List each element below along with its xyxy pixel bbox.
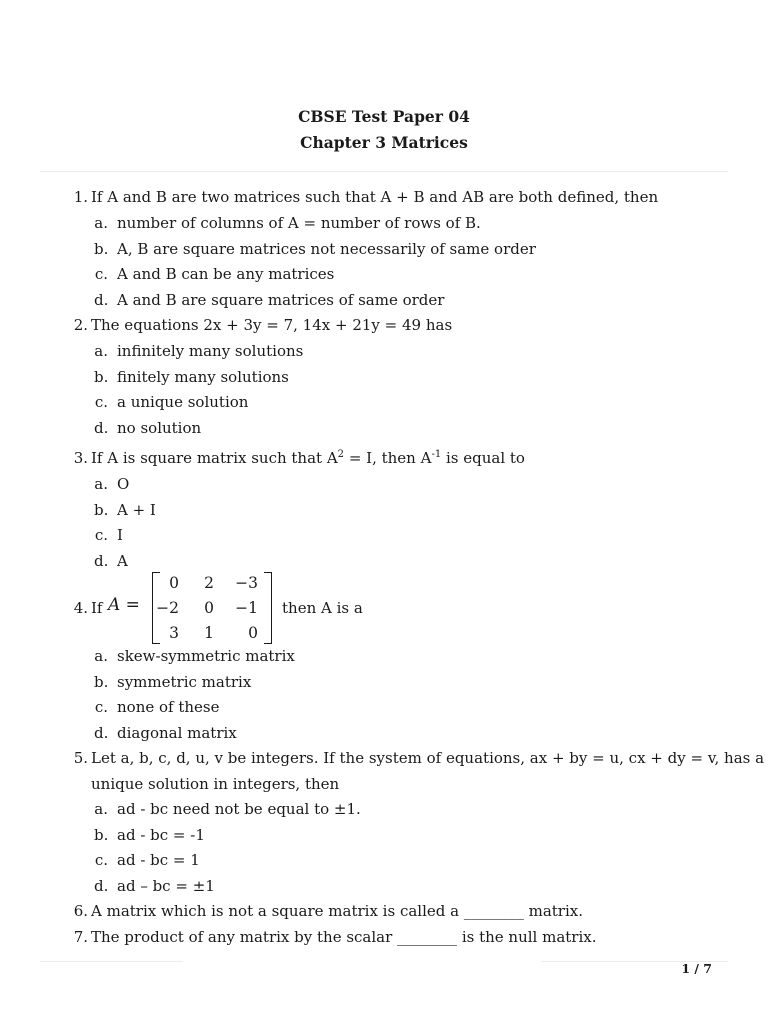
matrix-cell: 0 <box>169 574 179 592</box>
paper-title: CBSE Test Paper 04 <box>298 107 470 126</box>
question-number: 1. <box>73 188 88 206</box>
option-c: c. a unique solution <box>94 393 249 411</box>
matrix-cell: −1 <box>235 599 258 617</box>
question-number: 7. <box>73 928 88 946</box>
option-c: c. ad - bc = 1 <box>94 851 200 869</box>
question-1-options <box>94 211 728 313</box>
question-text-line-1: Let a, b, c, d, u, v be integers. If the system of equations, ax + by = u, cx + dy = v, has a <box>91 749 765 767</box>
option-c: c. none of these <box>94 698 220 716</box>
header-divider <box>40 171 728 172</box>
question-5 <box>68 746 765 798</box>
matrix-a <box>104 572 278 644</box>
question-text: If A and B are two matrices such that A + B and AB are both defined, then <box>91 188 659 206</box>
page-header <box>0 104 768 156</box>
question-text: If A is square matrix such that $A^2 = I$, then $A^{-1}$ is equal to <box>91 449 525 467</box>
question-number: 5. <box>73 749 88 767</box>
option-b: b. finitely many solutions <box>94 367 289 386</box>
question-5-options <box>94 797 728 899</box>
page-number: 1 / 7 <box>681 961 712 976</box>
question-number: 2. <box>73 316 88 334</box>
matrix-symbol: A = <box>108 595 140 615</box>
option-d: d. A and B are square matrices of same order <box>94 290 445 309</box>
option-b: b. ad - bc = -1 <box>94 825 205 844</box>
chapter-title: Chapter 3 Matrices <box>300 133 468 152</box>
question-4-options <box>94 644 728 746</box>
option-b: b. A + I <box>94 500 156 519</box>
option-d: d. A <box>94 551 128 570</box>
matrix-cell: 0 <box>248 624 258 642</box>
matrix-cell: 0 <box>204 599 214 617</box>
question-2-options <box>94 339 728 441</box>
matrix-cell: 3 <box>169 624 179 642</box>
question-text-line-2: unique solution in integers, then <box>91 774 340 793</box>
matrix-cell: 2 <box>204 574 214 592</box>
option-d: d. diagonal matrix <box>94 723 237 742</box>
option-a: a. number of columns of A = number of rows of B. <box>94 214 481 232</box>
question-number: 6. <box>73 902 88 920</box>
option-a: a. infinitely many solutions <box>94 342 304 360</box>
question-text: The equations 2x + 3y = 7, 14x + 21y = 49 has <box>91 316 453 334</box>
matrix-cell: −2 <box>156 599 179 617</box>
question-text: The product of any matrix by the scalar ________ is the null matrix. <box>91 928 597 946</box>
question-prefix: If <box>91 599 103 617</box>
option-d: d. ad – bc = ±1 <box>94 876 215 895</box>
question-number: 4. <box>73 599 88 617</box>
right-bracket <box>264 572 272 644</box>
option-a: a. O <box>94 475 130 493</box>
question-3-options <box>94 472 728 574</box>
question-number: 3. <box>73 449 88 467</box>
option-b: b. symmetric matrix <box>94 672 252 691</box>
option-d: d. no solution <box>94 418 202 437</box>
question-suffix: then A is a <box>282 599 363 617</box>
option-a: a. skew-symmetric matrix <box>94 647 295 665</box>
question-text: A matrix which is not a square matrix is called a ________ matrix. <box>91 902 584 920</box>
matrix-cell: −3 <box>235 574 258 592</box>
option-a: a. ad - bc need not be equal to ±1. <box>94 800 361 818</box>
option-b: b. A, B are square matrices not necessarily of same order <box>94 239 536 258</box>
option-c: c. I <box>94 526 123 544</box>
matrix-cell: 1 <box>204 624 214 642</box>
option-c: c. A and B can be any matrices <box>94 265 335 283</box>
